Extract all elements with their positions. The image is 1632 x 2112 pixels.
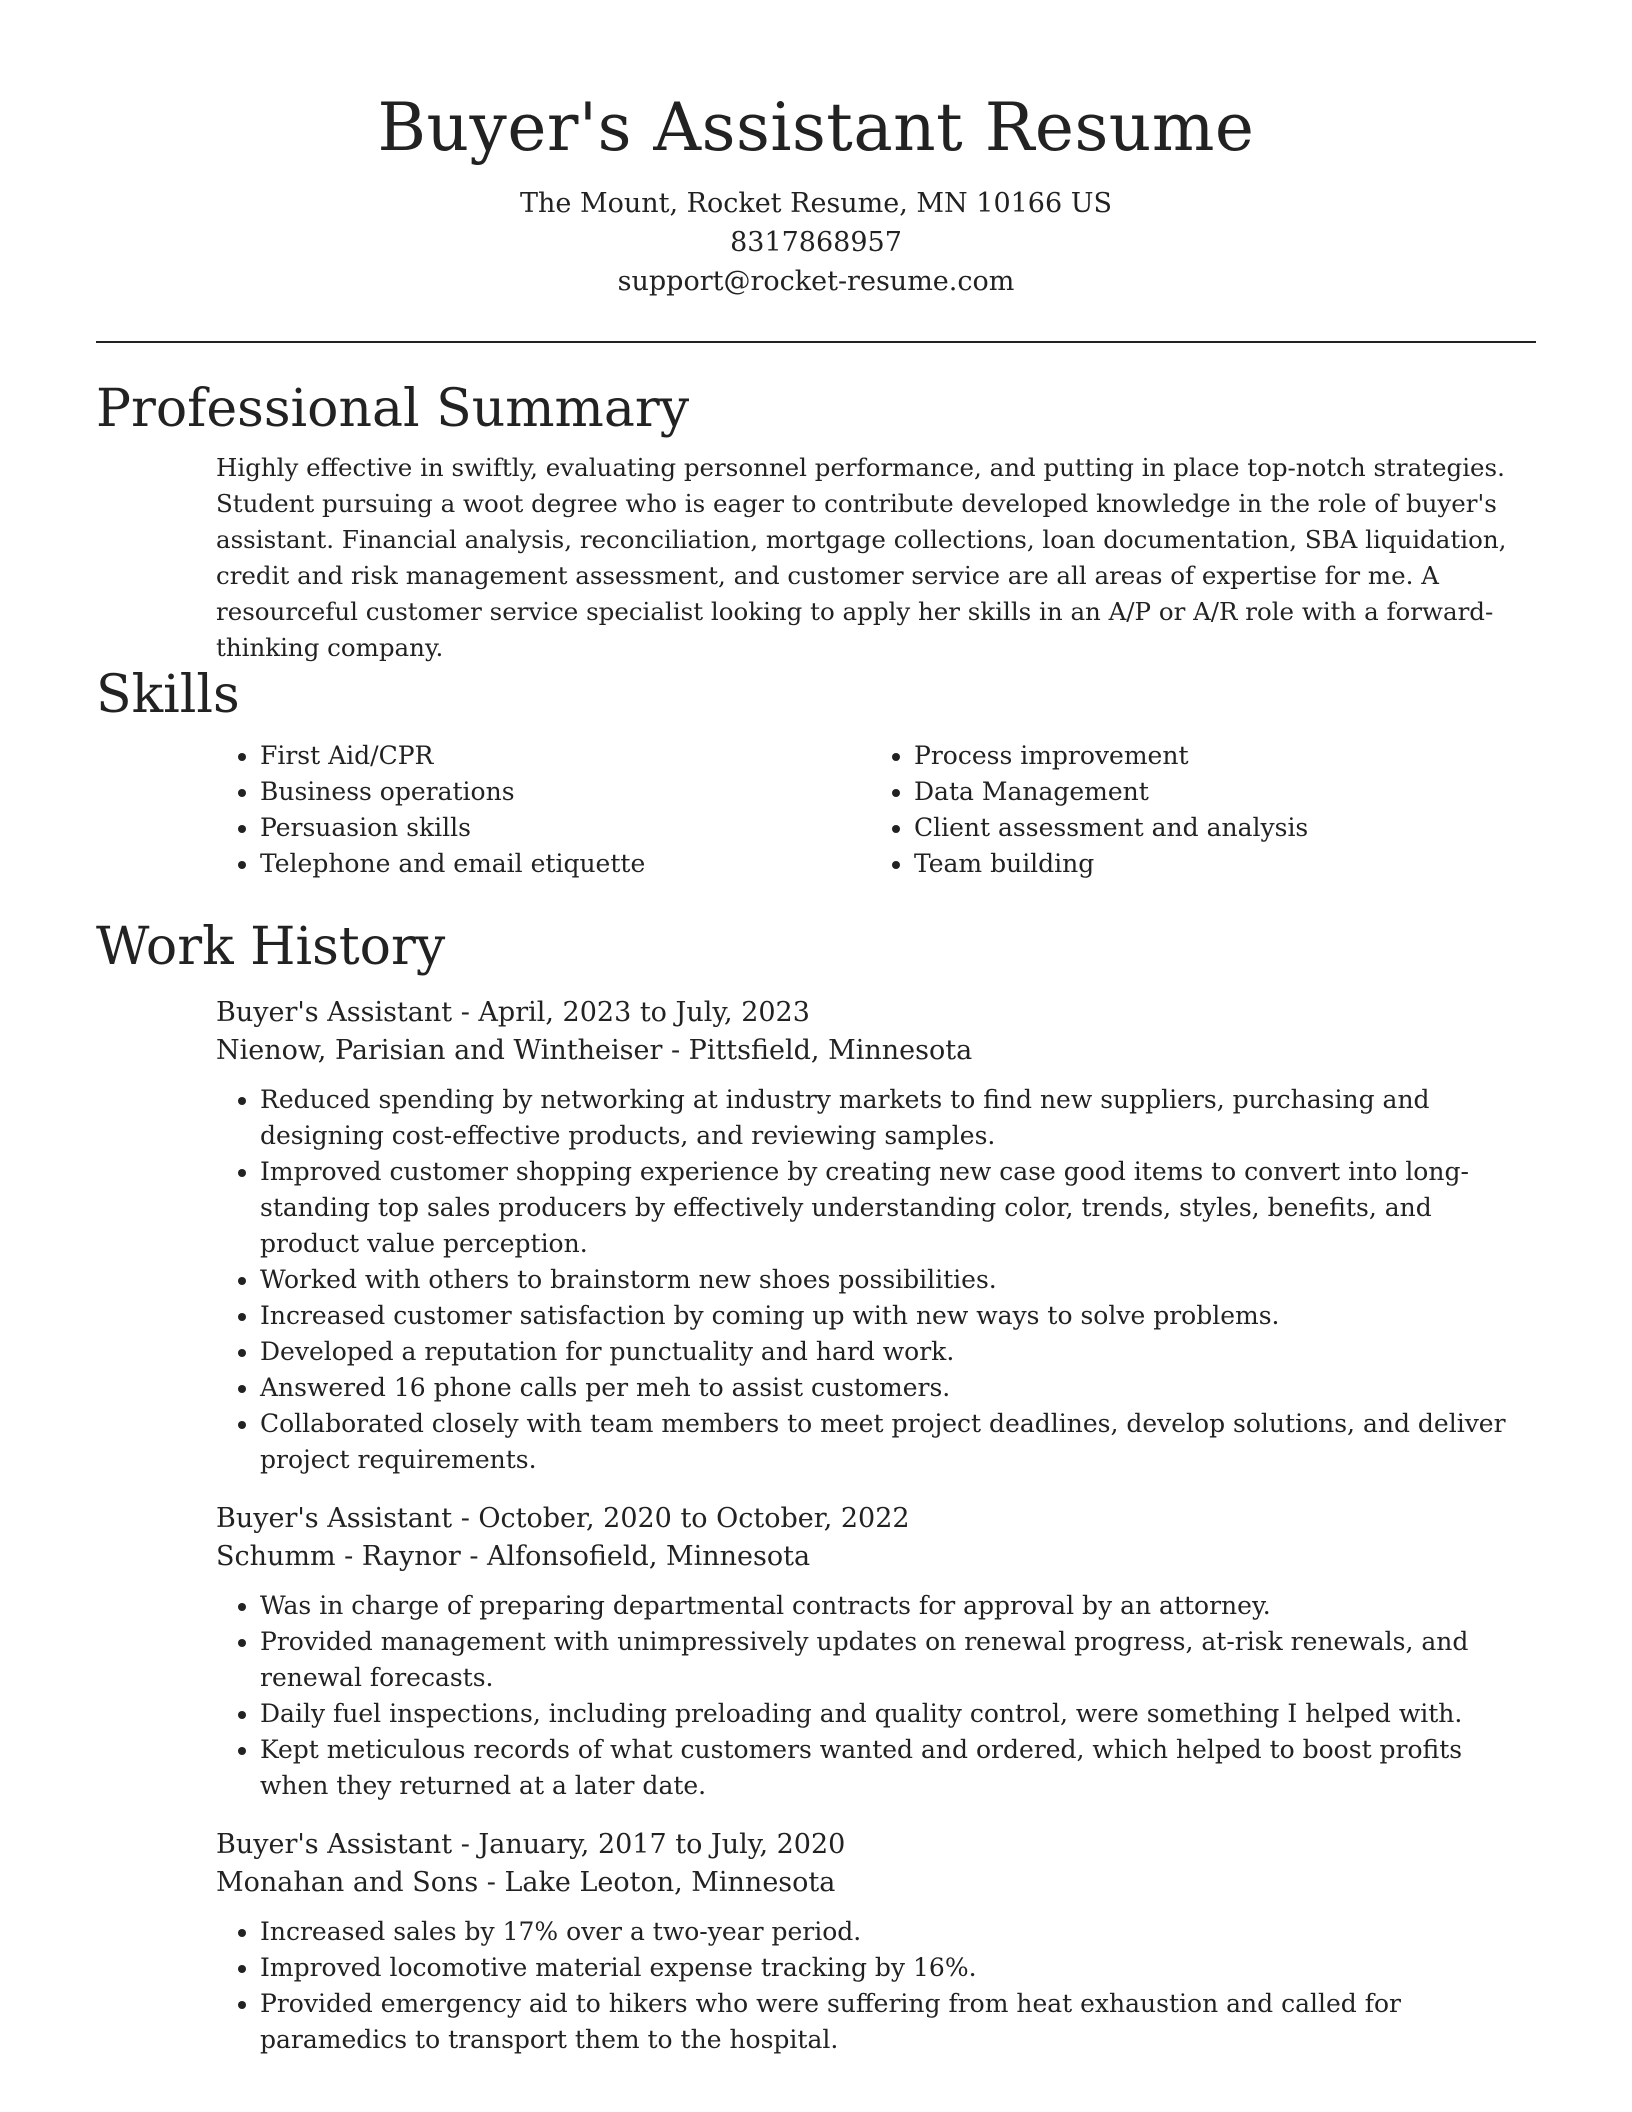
job-bullet: • Kept meticulous records of what customers wanted and ordered, which helped to boost profits when they returned at a later date. <box>260 1732 1536 1804</box>
job-role: Buyer's Assistant <box>216 1503 453 1534</box>
job-location: - Lake Leoton, Minnesota <box>478 1867 836 1898</box>
job-bullets <box>216 1082 1536 1478</box>
job-dates: - January, 2017 to July, 2020 <box>452 1829 846 1860</box>
skill-item: • Persuasion skills <box>260 810 870 846</box>
job-company: Monahan and Sons <box>216 1867 479 1898</box>
job-role: Buyer's Assistant <box>216 997 453 1028</box>
contact-address: The Mount, Rocket Resume, MN 10166 US <box>519 188 1112 219</box>
skill-item: • Data Management <box>914 774 1524 810</box>
contact-email: support@rocket-resume.com <box>617 266 1015 297</box>
job-bullet: • Worked with others to brainstorm new shoes possibilities. <box>260 1262 1536 1298</box>
job-company-line <box>216 1864 1536 1902</box>
job-bullet: • Improved locomotive material expense tracking by 16%. <box>260 1950 1536 1986</box>
skill-item: • Telephone and email etiquette <box>260 846 870 882</box>
job-entry <box>216 1500 1536 1804</box>
skill-item: • Business operations <box>260 774 870 810</box>
job-entry <box>216 994 1536 1478</box>
job-bullet: • Improved customer shopping experience by creating new case good items to convert into long-standing top sales producers by effectively understanding color, trends, styles, benefits, and product value perception. <box>260 1154 1536 1262</box>
job-company: Nienow, Parisian and Wintheiser <box>216 1035 663 1066</box>
contact-phone: 8317868957 <box>730 227 902 258</box>
skill-item: • Client assessment and analysis <box>914 810 1524 846</box>
job-entry <box>216 1826 1536 2058</box>
skills-heading: Skills <box>96 665 240 725</box>
job-title-line <box>216 1500 1536 1538</box>
skills-list-right <box>870 738 1524 882</box>
job-bullet: • Increased customer satisfaction by coming up with new ways to solve problems. <box>260 1298 1536 1334</box>
skill-item: • Process improvement <box>914 738 1524 774</box>
summary-section <box>96 374 1536 666</box>
skill-item: • First Aid/CPR <box>260 738 870 774</box>
job-company-line <box>216 1032 1536 1070</box>
job-location: - Alfonsofield, Minnesota <box>460 1541 811 1572</box>
work-history-section <box>96 912 1536 2080</box>
job-title-line <box>216 1826 1536 1864</box>
job-bullet: • Developed a reputation for punctuality and hard work. <box>260 1334 1536 1370</box>
job-bullet: • Increased sales by 17% over a two-year period. <box>260 1914 1536 1950</box>
resume-header <box>0 0 1632 301</box>
summary-heading: Professional Summary <box>96 379 690 439</box>
job-bullet: • Daily fuel inspections, including preloading and quality control, were something I helped with. <box>260 1696 1536 1732</box>
job-bullet: • Answered 16 phone calls per meh to assist customers. <box>260 1370 1536 1406</box>
skills-columns <box>216 738 1536 882</box>
contact-info <box>0 184 1632 301</box>
job-bullet: • Reduced spending by networking at industry markets to find new suppliers, purchasing and designing cost-effective products, and reviewing samples. <box>260 1082 1536 1154</box>
skills-list-left <box>216 738 870 882</box>
resume-title: Buyer's Assistant Resume <box>377 89 1255 166</box>
job-bullets <box>216 1588 1536 1804</box>
job-bullet: • Collaborated closely with team members to meet project deadlines, develop solutions, and deliver project requirements. <box>260 1406 1536 1478</box>
job-location: - Pittsfield, Minnesota <box>662 1035 973 1066</box>
skills-section <box>96 660 1536 882</box>
job-bullet: • Provided emergency aid to hikers who were suffering from heat exhaustion and called for paramedics to transport them to the hospital. <box>260 1986 1536 2058</box>
job-company-line <box>216 1538 1536 1576</box>
job-dates: - October, 2020 to October, 2022 <box>452 1503 910 1534</box>
job-role: Buyer's Assistant <box>216 1829 453 1860</box>
summary-text: Highly effective in swiftly, evaluating personnel performance, and putting in place top-notch strategies. Student pursuing a woot degree who is eager to contribute developed knowledge in the role of buyer's assistant. Financial analysis, reconciliation, mortgage collections, loan documentation, SBA liquidation, credit and risk management assessment, and customer service are all areas of expertise for me. A resourceful customer service specialist looking to apply her skills in an A/P or A/R role with a forward-thinking company. <box>216 453 1507 662</box>
skill-item: • Team building <box>914 846 1524 882</box>
job-bullets <box>216 1914 1536 2058</box>
header-divider <box>96 341 1536 343</box>
job-company: Schumm - Raynor <box>216 1541 461 1572</box>
job-bullet: • Was in charge of preparing departmental contracts for approval by an attorney. <box>260 1588 1536 1624</box>
job-title-line <box>216 994 1536 1032</box>
job-bullet: • Provided management with unimpressively updates on renewal progress, at-risk renewals, and renewal forecasts. <box>260 1624 1536 1696</box>
job-dates: - April, 2023 to July, 2023 <box>452 997 810 1028</box>
work-history-heading: Work History <box>96 917 446 977</box>
